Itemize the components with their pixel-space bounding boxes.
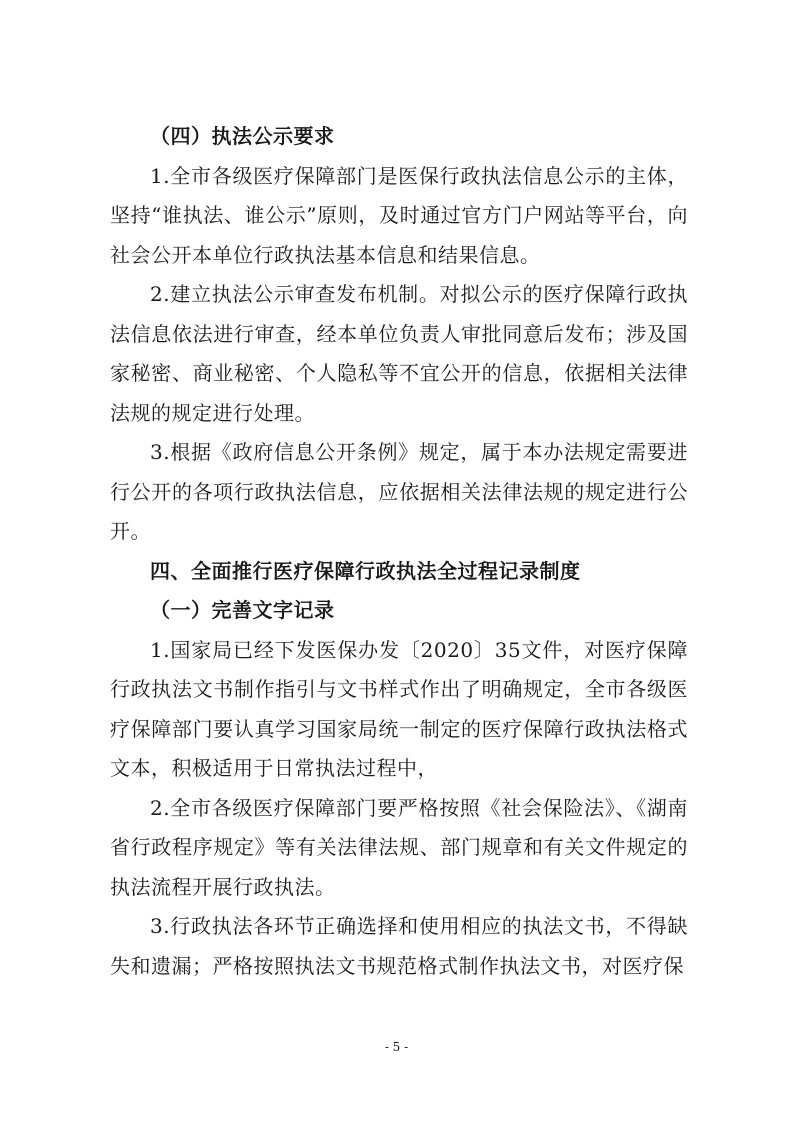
paragraph-record-item-3: 3.行政执法各环节正确选择和使用相应的执法文书，不得缺失和遗漏；严格按照执法文书规范格式制作执法文书，对医疗保 bbox=[110, 914, 688, 978]
paragraph-publicity-item-3: 3.根据《政府信息公开条例》规定，属于本办法规定需要进行公开的各项行政执法信息，应依据相关法律法规的规定进行公开。 bbox=[110, 440, 688, 543]
section-heading-written-record: （一）完善文字记录 bbox=[150, 598, 335, 622]
paragraph-record-item-2: 2.全市各级医疗保障部门要严格按照《社会保险法》、《湖南省行政程序规定》等有关法律法规、部门规章和有关文件规定的执法流程开展行政执法。 bbox=[110, 795, 688, 899]
paragraph-record-item-1: 1.国家局已经下发医保办发〔2020〕35文件，对医疗保障行政执法文书制作指引与文书样式作出了明确规定，全市各级医疗保障部门要认真学习国家局统一制定的医疗保障行政执法格式文本，积极适用于日常执法过程中， bbox=[110, 637, 688, 780]
section-heading-publicity-requirements: （四）执法公示要求 bbox=[150, 124, 335, 148]
paragraph-publicity-item-1: 1.全市各级医疗保障部门是医保行政执法信息公示的主体，坚持“谁执法、谁公示”原则，及时通过官方门户网站等平台，向社会公开本单位行政执法基本信息和结果信息。 bbox=[110, 163, 688, 267]
paragraph-publicity-item-2: 2.建立执法公示审查发布机制。对拟公示的医疗保障行政执法信息依法进行审查，经本单位负责人审批同意后发布；涉及国家秘密、商业秘密、个人隐私等不宜公开的信息，依据相关法律法规的规定进行处理。 bbox=[110, 282, 688, 425]
chapter-heading-full-process-record: 四、全面推行医疗保障行政执法全过程记录制度 bbox=[150, 558, 581, 583]
page-number: - 5 - bbox=[384, 1040, 409, 1054]
document-body bbox=[110, 117, 688, 986]
